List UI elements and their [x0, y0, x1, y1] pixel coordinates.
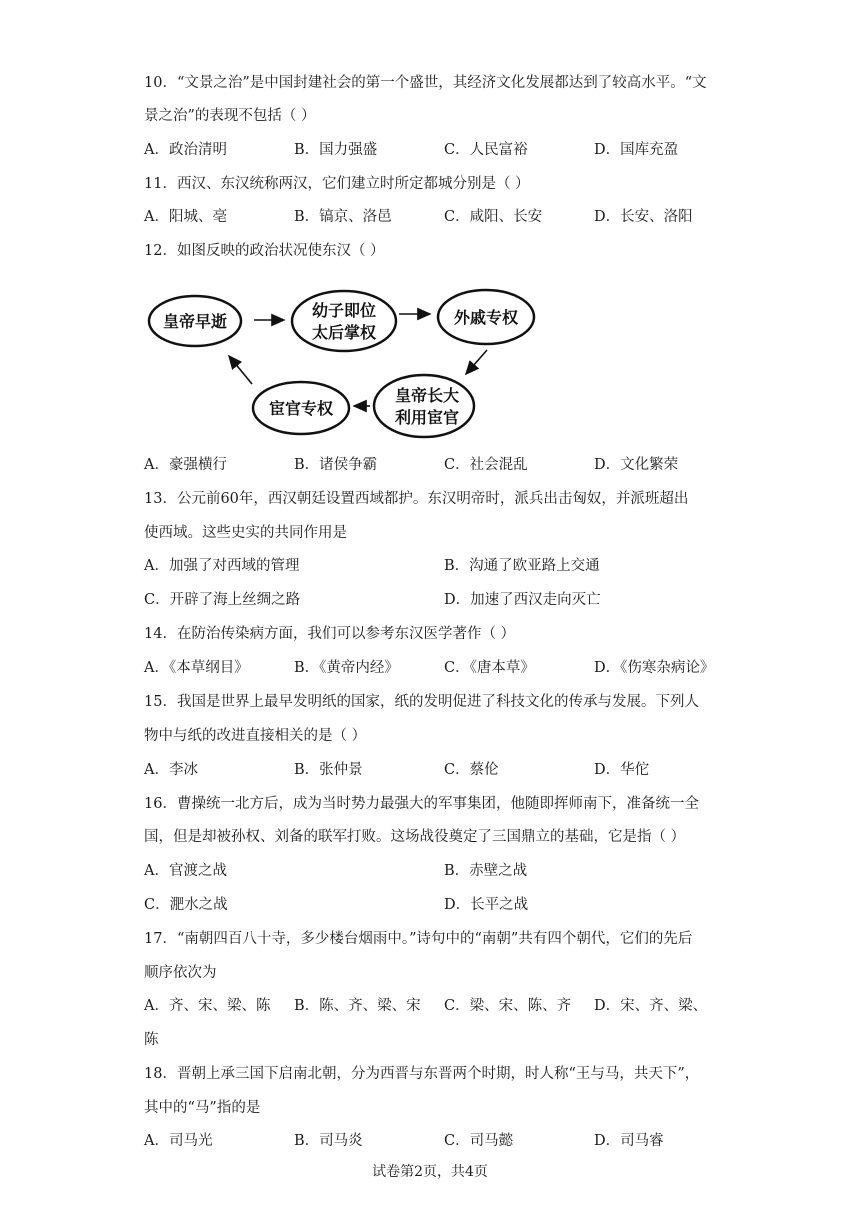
question-16-stem-cont: 国，但是却被孙权、刘备的联军打败。这场战役奠定了三国鼎立的基础，它是指（ ） [144, 829, 686, 845]
q16-option-d: D．长平之战 [444, 897, 529, 913]
question-13-stem-cont: 使西域。这些史实的共同作用是 [144, 525, 347, 541]
q17-option-a: A．齐、宋、梁、陈 [144, 998, 271, 1014]
question-17-stem-cont: 顺序依次为 [144, 965, 217, 981]
q11-option-c: C．咸阳、长安 [444, 209, 543, 225]
question-18-stem-cont: 其中的“马”指的是 [144, 1100, 261, 1116]
q14-option-d: D．《伤寒杂病论》 [594, 660, 715, 676]
q12-option-c: C．社会混乱 [444, 457, 528, 473]
q11-option-d: D．长安、洛阳 [594, 209, 693, 225]
node-emperor-grows-up [374, 375, 474, 437]
question-18-stem: 18．晋朝上承三国下启南北朝，分为西晋与东晋两个时期，时人称“王与马，共天下”， [144, 1066, 700, 1082]
question-10-stem-cont: 景之治”的表现不包括（ ） [144, 108, 316, 124]
q16-option-a: A．官渡之战 [144, 863, 227, 879]
question-17-stem: 17．“南朝四百八十寺，多少楼台烟雨中。”诗句中的“南朝”共有四个朝代，它们的先后 [144, 931, 693, 947]
q12-option-d: D．文化繁荣 [594, 457, 679, 473]
question-16-stem: 16．曹操统一北方后，成为当时势力最强大的军事集团，他随即挥师南下，准备统一全 [144, 796, 699, 812]
q17-option-b: B．陈、齐、梁、宋 [294, 998, 421, 1014]
q18-option-a: A．司马光 [144, 1133, 213, 1149]
question-10-stem: 10．“文景之治”是中国封建社会的第一个盛世，其经济文化发展都达到了较高水平。“文 [144, 75, 707, 91]
q16-option-b: B．赤壁之战 [444, 863, 528, 879]
question-15-stem-cont: 物中与纸的改进直接相关的是（ ） [144, 728, 367, 744]
q17-option-d: D．宋、齐、梁、 [594, 998, 708, 1014]
q15-option-a: A．李冰 [144, 762, 198, 778]
q10-option-c: C．人民富裕 [444, 142, 528, 158]
q13-option-c: C．开辟了海上丝绸之路 [144, 592, 301, 608]
node-label-use-eunuchs: 利用宦官 [394, 408, 460, 427]
question-15-stem: 15．我国是世界上最早发明纸的国家，纸的发明促进了科技文化的传承与发展。下列人 [144, 694, 699, 710]
page-footer: 试卷第2页，共4页 [372, 1164, 488, 1180]
q18-option-c: C．司马懿 [444, 1133, 514, 1149]
q14-option-b: B．《黄帝内经》 [294, 660, 399, 676]
q12-option-a: A．豪强横行 [144, 457, 227, 473]
node-label-emperor-early-death: 皇帝早逝 [162, 312, 228, 331]
q16-option-c: C．淝水之战 [144, 897, 228, 913]
q11-option-a: A．阳城、亳 [144, 209, 227, 225]
question-12-stem: 12．如图反映的政治状况使东汉（ ） [144, 243, 385, 259]
q10-option-d: D．国库充盈 [594, 142, 679, 158]
q15-option-c: C．蔡伦 [444, 762, 499, 778]
q13-option-b: B．沟通了欧亚路上交通 [444, 558, 600, 574]
q10-option-a: A．政治清明 [144, 142, 227, 158]
question-11-stem: 11．西汉、东汉统称两汉，它们建立时所定都城分别是（ ） [144, 176, 530, 192]
arrow-3-to-4 [466, 350, 487, 374]
q17-option-c: C．梁、宋、陈、齐 [444, 998, 572, 1014]
node-label-empress-dowager: 太后掌权 [311, 323, 377, 342]
q17-option-d-wrap: 陈 [144, 1032, 159, 1048]
node-child-enthroned [292, 291, 396, 351]
question-14-stem: 14．在防治传染病方面，我们可以参考东汉医学著作（ ） [144, 626, 516, 642]
q13-option-d: D．加速了西汉走向灭亡 [444, 592, 601, 608]
node-label-eunuch-power: 宦官专权 [268, 399, 334, 418]
q11-option-b: B．镐京、洛邑 [294, 209, 392, 225]
q14-option-a: A．《本草纲目》 [144, 660, 249, 676]
node-label-child-enthroned: 幼子即位 [311, 301, 377, 320]
q18-option-b: B．司马炎 [294, 1133, 363, 1149]
node-label-consort-clan: 外戚专权 [453, 308, 519, 327]
question-13-stem: 13．公元前60年，西汉朝廷设置西域都护。东汉明帝时，派兵出击匈奴，并派班超出 [144, 491, 689, 507]
q12-option-b: B．诸侯争霸 [294, 457, 378, 473]
arrow-5-to-1 [229, 356, 252, 384]
q10-option-b: B．国力强盛 [294, 142, 378, 158]
political-cycle-diagram [144, 284, 544, 454]
node-label-emperor-grows-up: 皇帝长大 [394, 386, 460, 405]
q13-option-a: A．加强了对西域的管理 [144, 558, 300, 574]
q14-option-c: C．《唐本草》 [444, 660, 535, 676]
q15-option-b: B．张仲景 [294, 762, 363, 778]
q18-option-d: D．司马睿 [594, 1133, 664, 1149]
q15-option-d: D．华佗 [594, 762, 650, 778]
